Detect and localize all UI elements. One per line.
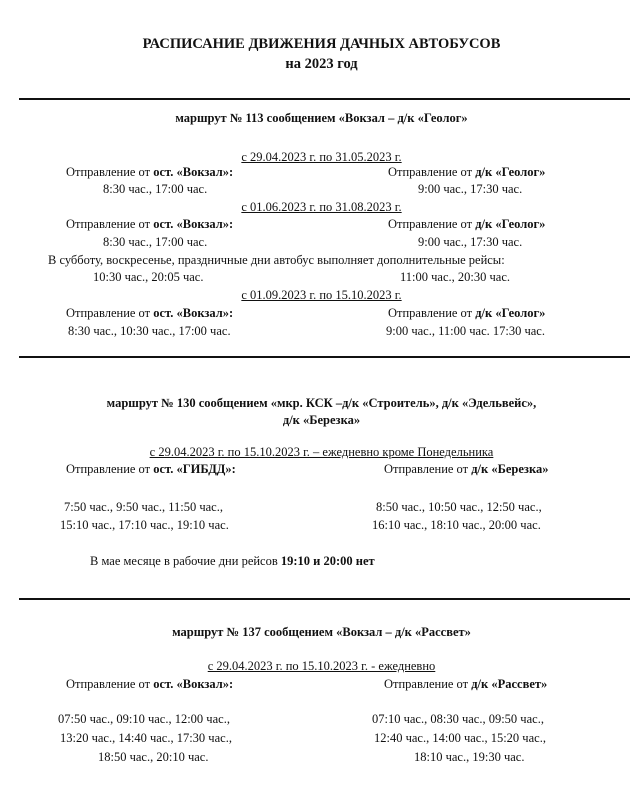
period-dates: с 01.09.2023 г. по 15.10.2023 г. [241,288,402,302]
departure-times-left: 18:50 час., 20:10 час. [98,750,209,764]
departure-label-left: Отправление от ост. «Вокзал»: [66,217,234,231]
page-subtitle-year: на 2023 год [285,56,358,72]
divider [19,98,630,100]
departure-label-left: Отправление от ост. «Вокзал»: [66,306,234,320]
departure-times-left: 13:20 час., 14:40 час., 17:30 час., [60,731,232,745]
departure-times-right: 18:10 час., 19:30 час. [414,750,525,764]
route-header: маршрут № 130 сообщением «мкр. КСК –д/к «Строитель», д/к «Эдельвейс», [106,396,537,410]
departure-times-left: 15:10 час., 17:10 час., 19:10 час. [60,518,229,532]
extra-times-left: 10:30 час., 20:05 час. [93,270,204,284]
departure-label-left: Отправление от ост. «Вокзал»: [66,677,234,691]
page-title: РАСПИСАНИЕ ДВИЖЕНИЯ ДАЧНЫХ АВТОБУСОВ [142,36,501,52]
weekend-note: В субботу, воскресенье, праздничные дни автобус выполняет дополнительные рейсы: [48,253,505,267]
departure-label-right: Отправление от д/к «Геолог» [388,306,546,320]
departure-times-right: 12:40 час., 14:00 час., 15:20 час., [374,731,546,745]
departure-times-right: 9:00 час., 17:30 час. [418,182,523,196]
departure-times-left: 7:50 час., 9:50 час., 11:50 час., [64,500,223,514]
departure-times-left: 8:30 час., 17:00 час. [103,182,208,196]
route-header: маршрут № 137 сообщением «Вокзал – д/к «Рассвет» [172,625,471,639]
departure-label-right: Отправление от д/к «Геолог» [388,217,546,231]
departure-times-left: 8:30 час., 17:00 час. [103,235,208,249]
period-dates: с 29.04.2023 г. по 15.10.2023 г. - ежедневно [207,659,436,673]
divider [19,356,630,358]
divider [19,598,630,600]
departure-times-right: 9:00 час., 17:30 час. [418,235,523,249]
departure-times-left: 07:50 час., 09:10 час., 12:00 час., [58,712,230,726]
departure-label-right: Отправление от д/к «Березка» [384,462,549,476]
period-dates: с 29.04.2023 г. по 15.10.2023 г. – ежедневно кроме Понедельника [149,445,494,459]
extra-times-right: 11:00 час., 20:30 час. [400,270,510,284]
departure-label-left: Отправление от ост. «Вокзал»: [66,165,234,179]
period-dates: с 29.04.2023 г. по 31.05.2023 г. [241,150,402,164]
departure-times-right: 07:10 час., 08:30 час., 09:50 час., [372,712,544,726]
route-header-line2: д/к «Березка» [282,413,361,427]
departure-times-right: 9:00 час., 11:00 час. 17:30 час. [386,324,545,338]
period-dates: с 01.06.2023 г. по 31.08.2023 г. [241,200,402,214]
departure-label-right: Отправление от д/к «Геолог» [388,165,546,179]
departure-times-right: 16:10 час., 18:10 час., 20:00 час. [372,518,541,532]
departure-times-right: 8:50 час., 10:50 час., 12:50 час., [376,500,542,514]
may-note: В мае месяце в рабочие дни рейсов 19:10 и 20:00 нет [90,554,375,568]
departure-times-left: 8:30 час., 10:30 час., 17:00 час. [68,324,231,338]
route-header: маршрут № 113 сообщением «Вокзал – д/к «Геолог» [175,111,468,125]
departure-label-right: Отправление от д/к «Рассвет» [384,677,548,691]
departure-label-left: Отправление от ост. «ГИБДД»: [66,462,236,476]
